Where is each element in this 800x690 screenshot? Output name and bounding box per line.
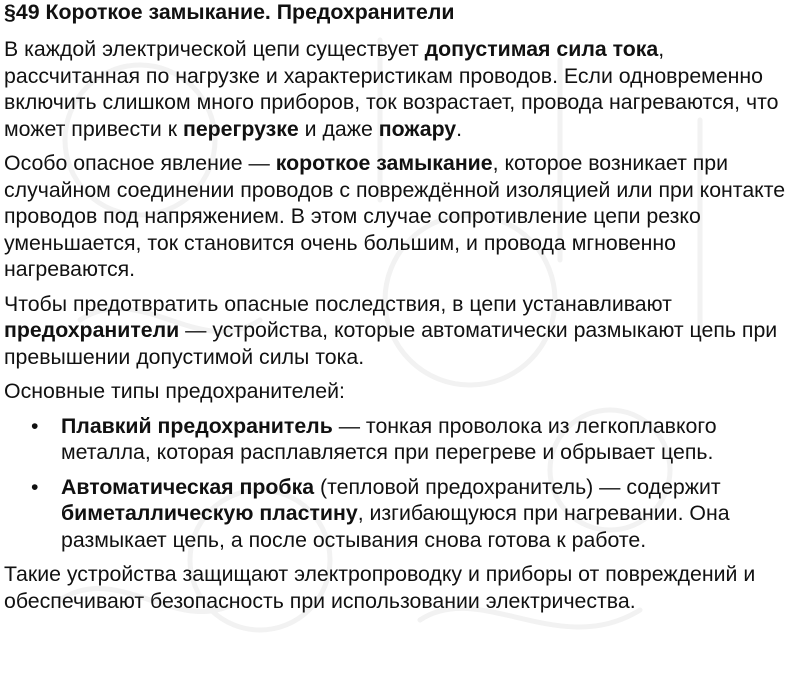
text-run: . — [456, 116, 463, 141]
text-run: Чтобы предотвратить опасные последствия, в цепи устанавливают — [4, 291, 672, 316]
paragraph-2 — [4, 150, 798, 283]
paragraph-5 — [4, 561, 798, 614]
paragraph-3 — [4, 291, 798, 371]
paragraph-1 — [4, 36, 798, 142]
text-run: Такие устройства защищают электропроводку и приборы от повреждений и обеспечивают безопасность при использовании электричества. — [4, 562, 756, 613]
text-run: и даже — [298, 116, 379, 141]
text-run: Основные типы предохранителей: — [4, 379, 345, 403]
text-run: , изгибающуюся при нагревании. Она размыкает цепь, а после остывания снова готова к работе. — [61, 501, 730, 552]
text-run: Особо опасное явление — — [4, 151, 276, 175]
bold-term: Автоматическая пробка — [61, 474, 315, 499]
text-run: — устройства, которые автоматически размыкают цепь при превышении допустимой силы тока. — [4, 318, 778, 369]
text-run: — тонкая проволока из легкоплавкого металла, которая расплавляется при перегреве и обрывает цепь. — [61, 413, 717, 464]
bold-term: пожару — [378, 116, 457, 141]
bold-term: предохранители — [4, 318, 180, 342]
bullet-marker: • — [31, 474, 39, 499]
text-run: , рассчитанная по нагрузке и характеристикам проводов. Если одновременно включить слишком много приборов, ток возрастает, провода нагреваются, что может привести к — [4, 37, 779, 141]
bold-term: перегрузке — [182, 116, 299, 141]
section-title: §49 Короткое замыкание. Предохранители — [4, 0, 455, 24]
fuse-types-list — [4, 413, 798, 554]
bullet-marker: • — [31, 413, 39, 438]
paragraph-4 — [4, 378, 798, 405]
article-body — [4, 0, 798, 622]
text-run: (тепловой предохранитель) — содержит — [314, 474, 721, 499]
list-item — [4, 413, 798, 466]
bold-term: Плавкий предохранитель — [61, 413, 333, 438]
text-run: В каждой электрической цепи существует — [4, 37, 425, 61]
text-run: , которое возникает при случайном соединении проводов с повреждённой изоляцией или при контакте проводов под напряжением. В этом случае сопротивление цепи резко уменьшается, ток становится очень большим, и провода мгновенно нагреваются. — [4, 151, 786, 281]
bold-term: короткое замыкание — [275, 151, 493, 175]
list-item — [4, 474, 798, 554]
bold-term: допустимая сила тока — [424, 37, 659, 61]
bold-term: биметаллическую пластину — [61, 501, 358, 525]
